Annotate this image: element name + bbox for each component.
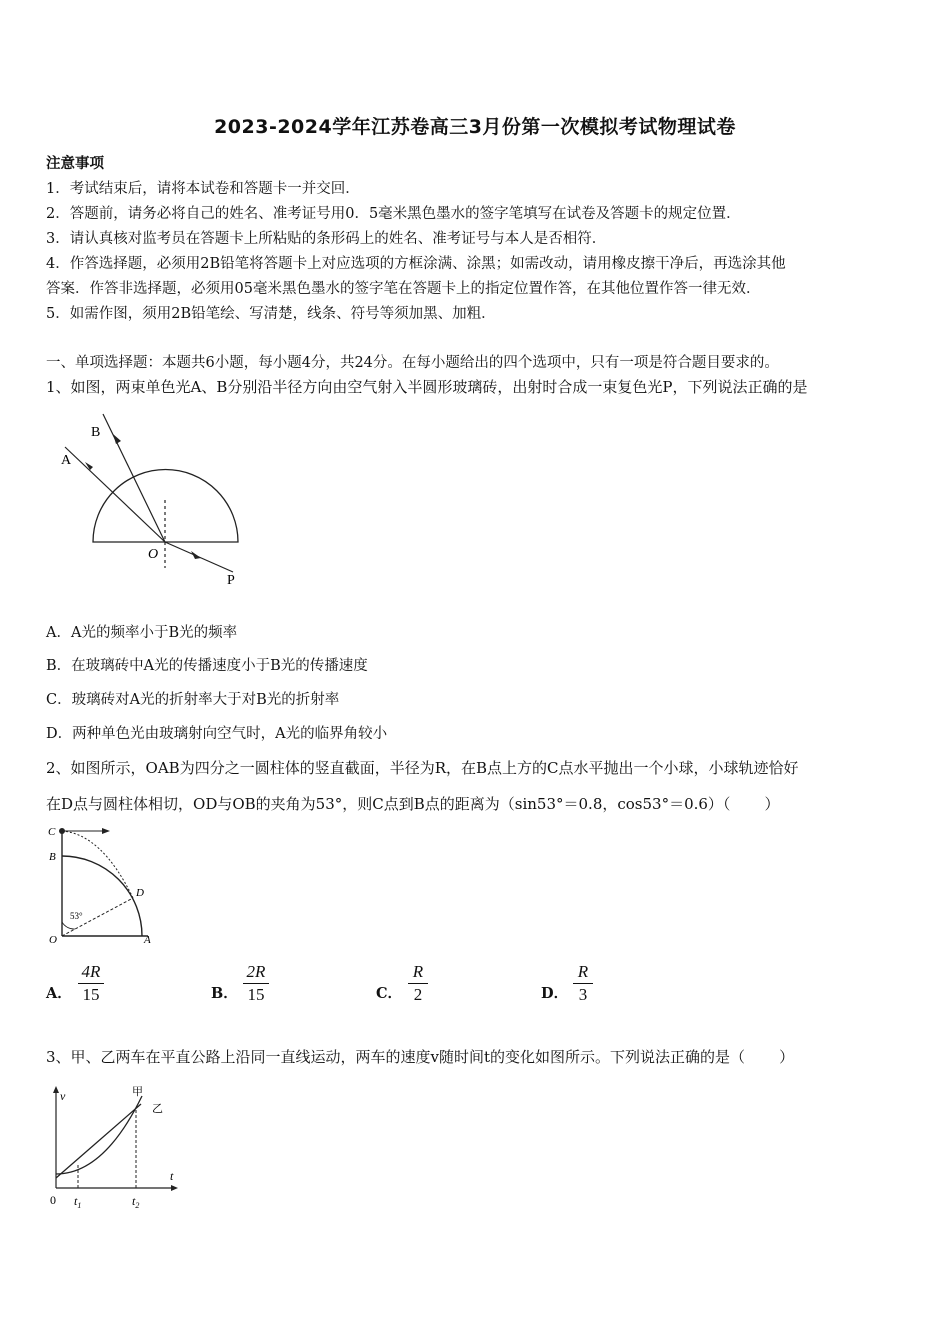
q2-option-b[interactable] [211,962,281,1010]
label-t1 [74,1194,81,1210]
label-origin: 0 [50,1193,56,1207]
fraction-denominator: 15 [82,985,100,1004]
t1-subscript: 1 [77,1201,82,1210]
option-label: D． [541,985,569,1002]
notice-item: 1．考试结束后，请将本试卷和答题卡一并交回． [46,181,360,197]
label-a: A [61,453,72,468]
q1-option-b[interactable]: B．在玻璃砖中A光的传播速度小于B光的传播速度 [46,658,368,674]
line-yi [56,1104,141,1178]
label-c: C [48,826,56,838]
t-axis-arrow [171,1185,178,1191]
label-o: O [148,547,159,562]
notice-item: 3．请认真核对监考员在答题卡上所粘贴的条形码上的姓名、准考证号与本人是否相符． [46,231,607,247]
label-v: v [60,1089,66,1103]
label-b: B [91,425,101,440]
q1-option-d[interactable]: D．两种单色光由玻璃射向空气时，A光的临界角较小 [46,726,388,742]
option-label: C． [376,985,403,1002]
quarter-arc [62,856,142,936]
option-label: B． [211,985,238,1002]
ray-a [65,447,165,542]
q2-option-a[interactable] [46,962,116,1010]
fraction-numerator: R [412,962,424,981]
notice-item: 2．答题前，请务必将自己的姓名、准考证号用0．5毫米黑色墨水的签字笔填写在试卷及答题卡的规定位置． [46,206,741,222]
fraction-numerator: 2R [246,962,266,981]
label-b: B [49,851,56,863]
option-label: A． [46,985,72,1002]
fraction-denominator: 15 [247,985,265,1004]
label-jia: 甲 [132,1085,143,1098]
q2-option-d[interactable] [541,962,611,1010]
ray-b [103,414,165,542]
fraction-numerator: R [577,962,589,981]
t2-letter: t [132,1194,136,1208]
angle-arc [62,922,75,929]
ray-p-arrow [191,551,201,559]
fraction-bar [243,983,269,984]
label-angle: 53° [70,911,83,921]
page-title: 2023-2024学年江苏卷高三3月份第一次模拟考试物理试卷 [214,116,736,138]
fraction-numerator: 4R [81,962,101,981]
ray-a-arrow [85,462,93,470]
curve-jia [56,1096,142,1174]
q3-stem-close: ） [779,1048,795,1066]
v-axis-arrow [53,1086,59,1093]
notice-heading: 注意事项 [46,155,104,172]
fraction-bar [408,983,428,984]
fraction-denominator: 2 [413,985,423,1004]
question-2-stem-line1: 2、如图所示，OAB为四分之一圆柱体的竖直截面，半径为R，在B点上方的C点水平抛出一个小球，小球轨迹恰好 [46,759,799,777]
q1-option-c[interactable]: C．玻璃砖对A光的折射率大于对B光的折射率 [46,692,340,708]
notice-item: 答案．作答非选择题，必须用05毫米黑色墨水的签字笔在答题卡上的指定位置作答，在其他位置作答一律无效． [46,281,761,297]
option-fraction [406,962,430,1005]
t1-letter: t [74,1194,78,1208]
ray-b-arrow [113,434,121,444]
velocity-arrow [102,828,110,834]
q3-figure [44,1082,194,1212]
label-o: O [49,934,57,946]
option-fraction [241,962,271,1005]
q1-option-a[interactable]: A．A光的频率小于B光的频率 [46,625,238,641]
section-heading: 一、单项选择题：本题共6小题，每小题4分，共24分。在每小题给出的四个选项中，只有一项是符合题目要求的。 [46,355,779,371]
fraction-bar [78,983,104,984]
notice-item: 5．如需作图，须用2B铅笔绘、写清楚，线条、符号等须加黑、加粗． [46,306,496,322]
label-t2 [132,1194,139,1210]
q2-stem-text: 在D点与圆柱体相切，OD与OB的夹角为53°，则C点到B点的距离为（sin53°＝0.8，cos53°＝0.6）（ [46,795,731,813]
label-yi: 乙 [152,1102,163,1115]
fraction-bar [573,983,593,984]
q1-figure [55,412,255,592]
t2-subscript: 2 [135,1201,140,1210]
label-d: D [136,887,144,899]
notice-item: 4．作答选择题，必须用2B铅笔将答题卡上对应选项的方框涂满、涂黑；如需改动，请用橡皮擦干净后，再选涂其他 [46,256,786,272]
option-fraction [76,962,106,1005]
label-p: P [227,573,235,588]
label-a: A [144,934,151,946]
question-3-stem [46,1046,794,1067]
point-c [59,828,65,834]
option-fraction [571,962,595,1005]
label-t: t [170,1169,174,1183]
q2-option-c[interactable] [376,962,446,1010]
question-1-stem: 1、如图，两束单色光A、B分别沿半径方向由空气射入半圆形玻璃砖，出射时合成一束复色光P，下列说法正确的是 [46,378,808,396]
question-2-stem-line2 [46,793,779,814]
q3-stem-text: 3、甲、乙两车在平直公路上沿同一直线运动，两车的速度v随时间t的变化如图所示。下列说法正确的是（ [46,1048,746,1066]
fraction-denominator: 3 [578,985,588,1004]
q2-stem-close: ） [764,795,780,813]
q2-figure [44,822,164,952]
